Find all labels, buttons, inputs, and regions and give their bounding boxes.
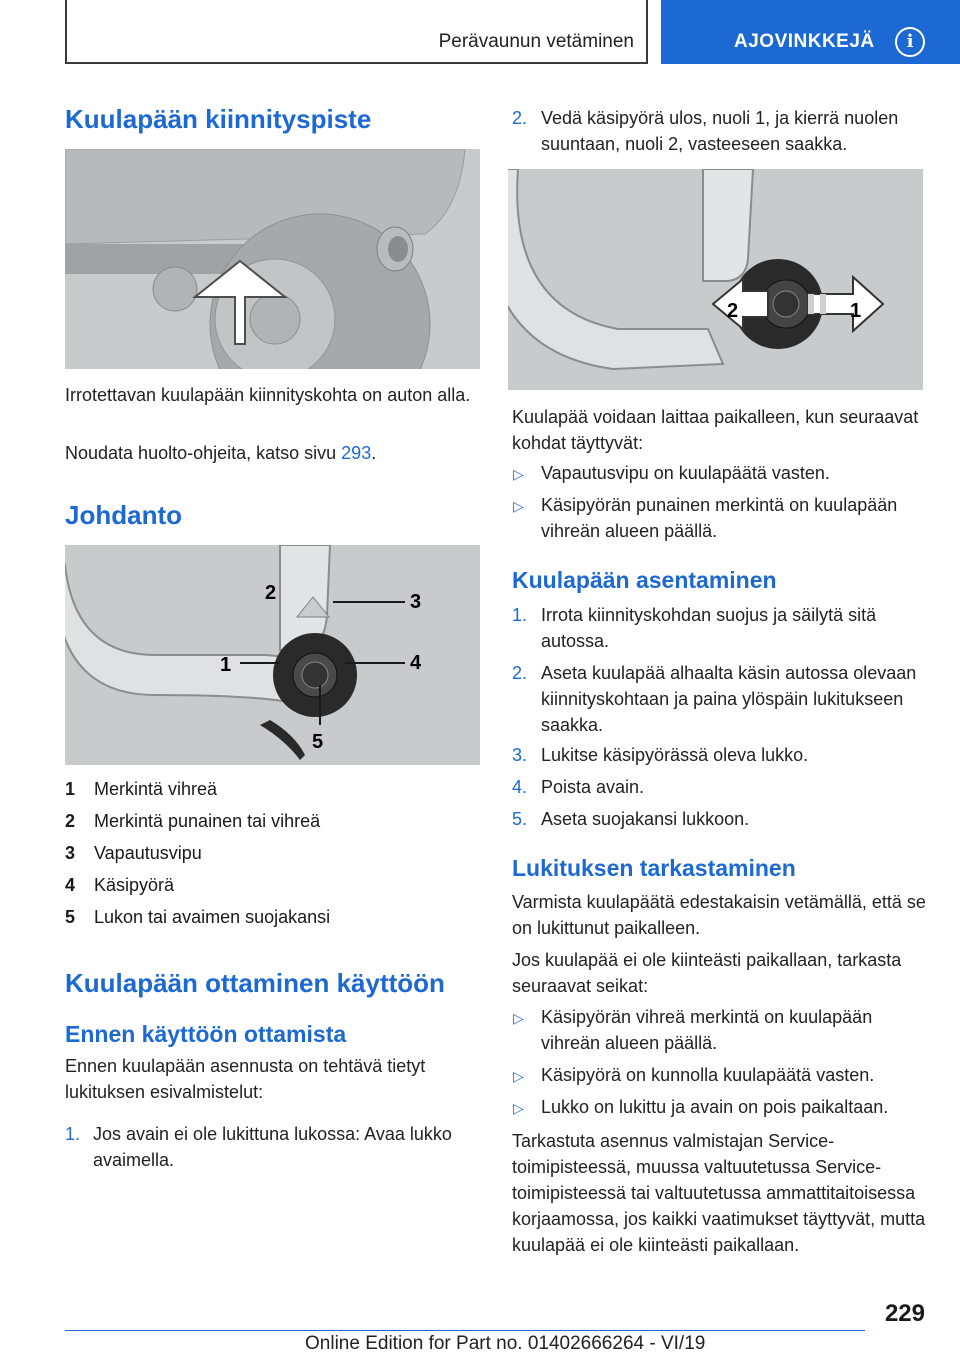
step-text: Irrota kiinnityskohdan suojus ja säilytä sitä autossa. <box>541 605 877 651</box>
check-bullet: Käsipyörän vihreä merkintä on kuulapään vihreän alueen päällä. <box>541 1007 873 1053</box>
header-section-box <box>65 0 648 64</box>
legend-text: Lukon tai avaimen suojakansi <box>94 907 331 927</box>
legend-number: 2 <box>65 811 76 831</box>
step-text: Jos avain ei ole lukittuna lukossa: Avaa lukko avaimella. <box>93 1124 452 1170</box>
legend-number: 5 <box>65 907 76 927</box>
legend-text: Vapautusvipu <box>94 843 202 863</box>
ready-bullet: Vapautusvipu on kuulapäätä vasten. <box>541 463 830 483</box>
step-text: Lukitse käsipyörässä oleva lukko. <box>541 745 809 765</box>
check-paragraph-3: Tarkastuta asennus valmistajan Service-toimipisteessä, muussa valtuutetussa Service-toimipisteessä tai valtuutetussa ammattitaitoisessa korjaamossa, jos kaikki vaatimukset täyttyvät, mutta kuulapää ei ole kiinteästi paikallaan. <box>512 1131 926 1255</box>
triangle-bullet-icon: ▷ <box>513 1100 524 1116</box>
callout-label-5: 5 <box>312 731 324 753</box>
heading-put-into-use: Kuulapään ottaminen käyttöön <box>65 968 445 998</box>
header-chapter-tab[interactable] <box>661 0 960 64</box>
figure-introduction <box>65 545 480 765</box>
heading-mount-point: Kuulapään kiinnityspiste <box>65 104 372 134</box>
legend-text: Merkintä vihreä <box>94 779 218 799</box>
mount-paragraph-2-end: . <box>371 443 377 463</box>
figure-introduction-drawing <box>65 545 480 765</box>
triangle-bullet-icon: ▷ <box>513 1010 524 1026</box>
mount-paragraph-1: Irrotettavan kuulapään kiinnityskohta on auton alla. <box>65 385 471 405</box>
step-number: 5. <box>512 809 528 829</box>
triangle-bullet-icon: ▷ <box>513 466 524 482</box>
mount-paragraph-2-text: Noudata huolto-ohjeita, katso sivu <box>65 443 342 463</box>
step-text: Vedä käsipyörä ulos, nuoli 1, ja kierrä nuolen suuntaan, nuoli 2, vasteeseen saakka. <box>541 108 899 154</box>
heading-install: Kuulapään asentaminen <box>512 567 777 593</box>
before-use-paragraph: Ennen kuulapään asennusta on tehtävä tietyt lukituksen esivalmistelut: <box>65 1056 426 1102</box>
callout-label-1: 1 <box>220 654 232 676</box>
step-number: 1. <box>512 605 528 625</box>
step-number: 3. <box>512 745 528 765</box>
legend-number: 1 <box>65 779 76 799</box>
heading-before-use: Ennen käyttöön ottamista <box>65 1021 347 1047</box>
page-number: 229 <box>884 1300 925 1327</box>
step-number: 2. <box>512 663 528 683</box>
step-text: Poista avain. <box>541 777 645 797</box>
step-text: Aseta suojakansi lukkoon. <box>541 809 750 829</box>
header-chapter-title: AJOVINKKEJÄ <box>734 31 875 52</box>
legend-number: 4 <box>65 875 76 895</box>
check-bullet: Lukko on lukittu ja avain on pois paikaltaan. <box>541 1097 889 1117</box>
header-section-title: Perävaunun vetäminen <box>438 31 634 52</box>
check-bullet: Käsipyörä on kunnolla kuulapäätä vasten. <box>541 1065 875 1085</box>
legend-text: Merkintä punainen tai vihreä <box>94 811 321 831</box>
heading-lock-check: Lukituksen tarkastaminen <box>512 855 796 881</box>
figure-mount-point <box>65 149 480 369</box>
callout-label-4: 4 <box>410 652 422 674</box>
arrow-label-2: 2 <box>727 300 739 322</box>
footer-edition: Online Edition for Part no. 01402666264 - VI/19 <box>305 1333 706 1354</box>
triangle-bullet-icon: ▷ <box>513 1068 524 1084</box>
step-number: 1. <box>65 1124 81 1144</box>
step-number: 2. <box>512 108 528 128</box>
page-link-293[interactable]: 293 <box>341 443 372 463</box>
arrow-label-1: 1 <box>850 300 862 322</box>
ready-paragraph: Kuulapää voidaan laittaa paikalleen, kun seuraavat kohdat täyttyvät: <box>512 407 919 453</box>
step-number: 4. <box>512 777 528 797</box>
legend-number: 3 <box>65 843 76 863</box>
footer-divider <box>65 1330 865 1331</box>
mount-paragraph-2 <box>65 440 480 466</box>
callout-label-2: 2 <box>265 582 277 604</box>
figure-mount-point-drawing <box>65 149 480 369</box>
callout-label-3: 3 <box>410 591 422 613</box>
legend-text: Käsipyörä <box>94 875 175 895</box>
figure-handwheel-rotate <box>508 169 923 390</box>
ready-bullet: Käsipyörän punainen merkintä on kuulapään vihreän alueen päällä. <box>541 495 898 541</box>
step-text: Aseta kuulapää alhaalta käsin autossa olevaan kiinnityskohtaan ja paina ylöspäin lukitukseen saakka. <box>541 663 917 735</box>
figure-handwheel-drawing <box>508 169 923 390</box>
info-icon[interactable]: i <box>895 27 925 57</box>
heading-introduction: Johdanto <box>65 500 182 530</box>
check-paragraph-2: Jos kuulapää ei ole kiinteästi paikallaan, tarkasta seuraavat seikat: <box>512 950 902 996</box>
check-paragraph-1: Varmista kuulapäätä edestakaisin vetämällä, että se on lukittunut paikalleen. <box>512 892 926 938</box>
triangle-bullet-icon: ▷ <box>513 498 524 514</box>
